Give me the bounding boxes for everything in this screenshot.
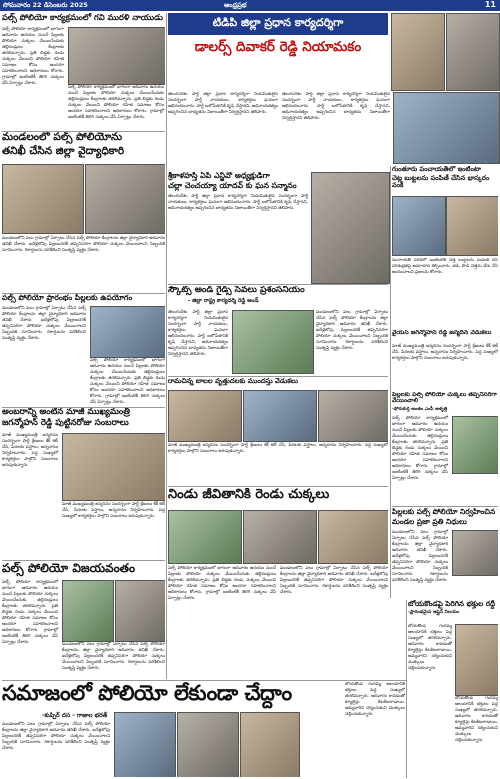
article-2-photo-1 [2,164,84,234]
middle-right-photo [311,172,390,284]
article-3 [2,294,165,406]
article-9 [168,378,388,484]
article-6-headline: సమాజంలో పోలియో లేకుండా చేద్దాం [2,682,292,705]
row-rule-8 [168,486,388,487]
page-number: 11 [484,0,496,9]
row-rule-2 [2,293,165,294]
masthead-bar [0,0,500,11]
row-rule-9 [392,506,498,507]
banner-body-2: తెలుగుదేశం పార్టీ జిల్లా ప్రధాన కార్యదర్శిగా నియమితులైన సందర్భంగా పార్టీ నాయకులు, కార్యకర్తలు ఘనంగా అభినందించారు. పార్టీ బలోపేతానికి కృషి చేస్తానని, అధినాయకత్వం అప్పగించిన బాధ్యతను నిజాయితీగా నిర్వర్తిస్తానని తెలిపారు. [282,92,390,121]
article-1-body: పల్స్ పోలియో కార్యక్రమంలో భాగంగా ఆదివారం ఉదయం నుంచే పిల్లలకు పోలియో చుక్కలు వేయించేందుకు తల్లిదండ్రులు కేంద్రాలకు తరలివచ్చారు. ప్రతి బిడ్డకు రెండు చుక్కలు వేయించి పోలియో రహిత సమాజం కోసం అందరూ సహకరించాలని అధికారులు కోరారు. గ్రామాల్లో ఇంటింటికీ తిరిగి చుక్కలు వేసే ఏర్పాట్లు చేశారు. [2,27,64,86]
article-9-body: మాజీ ముఖ్యమంత్రి జన్మదినం సందర్భంగా పార్టీ శ్రేణులు కేక్ కట్ చేసి, పేదలకు వస్త్రాలు, అన్నదానం నిర్వహించారు. పెద్ద సంఖ్యలో కార్యకర్తలు పాల్గొని సంబరాలు జరుపుకున్నారు. [168,443,388,454]
article-6-photo-3 [240,712,300,777]
article-6-byline: -కుప్పిర్ దస - గాజుల భరత్ [42,712,108,719]
article-2 [2,132,165,292]
column-rule-3 [406,600,407,778]
article-10-photo-3 [318,510,388,564]
row-rule-5 [2,680,406,681]
article-10-headline: నిండు జీవితానికి రెండు చుక్కలు [168,488,330,502]
article-12-body: మాజీ ముఖ్యమంత్రి జన్మదినం సందర్భంగా పార్టీ శ్రేణులు కేక్ కట్ చేసి, పేదలకు వస్త్రాలు, అన్నదానం నిర్వహించారు. పెద్ద సంఖ్యలో కార్యకర్తలు పాల్గొని సంబరాలు జరుపుకున్నారు. [392,344,498,361]
article-14-headline-1: పిల్లలకు పల్స్ పోలియో నిర్వహించిన [392,508,496,516]
article-1 [2,13,165,131]
article-4-body: మాజీ ముఖ్యమంత్రి జన్మదినం సందర్భంగా పార్టీ శ్రేణులు కేక్ కట్ చేసి, పేదలకు వస్త్రాలు, అన్నదానం నిర్వహించారు. పెద్ద సంఖ్యలో కార్యకర్తలు పాల్గొని సంబరాలు జరుపుకున్నారు. [2,433,58,468]
portrait-photo-2 [446,13,500,91]
bottom-middle-body: బోయకొండ గంగమ్మ ఆలయానికి భక్తులు పెద్ద సంఖ్యలో తరలివచ్చారు. ఆదివారం కావడంతో క్యూలైన్లు కిటకిటలాడాయి. అమ్మవారిని దర్శించుకుని మొక్కులు చెల్లించుకున్నారు. [345,682,405,717]
article-15 [408,600,498,778]
article-5 [2,562,165,680]
article-3-body-2: పల్స్ పోలియో కార్యక్రమంలో భాగంగా ఆదివారం ఉదయం నుంచే పిల్లలకు పోలియో చుక్కలు వేయించేందుకు తల్లిదండ్రులు కేంద్రాలకు తరలివచ్చారు. ప్రతి బిడ్డకు రెండు చుక్కలు వేయించి పోలియో రహిత సమాజం కోసం అందరూ సహకరించాలని అధికారులు కోరారు. గ్రామాల్లో ఇంటింటికీ తిరిగి చుక్కలు వేసే ఏర్పాట్లు చేశారు. [90,358,165,405]
article-14-photo [452,530,498,576]
article-8 [168,286,388,374]
date-line: సోమవారం 22 డిసెంబరు 2025 [3,1,88,9]
column-rule-1 [166,13,167,679]
article-15-body-2: బోయకొండ గంగమ్మ ఆలయానికి భక్తులు పెద్ద సంఖ్యలో తరలివచ్చారు. ఆదివారం కావడంతో క్యూలైన్లు కిటకిటలాడాయి. అమ్మవారిని దర్శించుకుని మొక్కులు చెల్లించుకున్నారు. [455,696,498,743]
article-8-subhead: - జిల్లా రాష్ట్ర కార్యదర్శి రెడ్డి అండ్ [188,298,259,305]
banner-body-1: తెలుగుదేశం పార్టీ జిల్లా ప్రధాన కార్యదర్శిగా నియమితులైన సందర్భంగా పార్టీ నాయకులు, కార్యకర్తలు ఘనంగా అభినందించారు. పార్టీ బలోపేతానికి కృషి చేస్తానని, అధినాయకత్వం అప్పగించిన బాధ్యతను నిజాయితీగా నిర్వర్తిస్తానని తెలిపారు. [168,92,278,115]
row-rule-1 [2,131,165,132]
article-11-photo-2 [446,196,498,256]
article-5-headline: పల్స్ పోలియో విజయవంతం [2,562,136,575]
article-9-photo-1 [168,390,242,442]
banner-headline: డాలర్స్ దివాకర్ రెడ్డి నియామకం [194,39,362,55]
article-15-subhead: -ఫ్రారంభమైన ఆఫ్లైన్ నిలయం [408,609,460,615]
article-4 [2,408,165,558]
article-8-headline: స్కౌట్స్ అండ్ గైడ్స్ సేవలు ప్రశంసనీయం [168,286,305,295]
article-1-headline: పల్స్ పోలియో కార్యక్రమంలో గవి మురళి నాయుడు [2,13,163,22]
article-12 [392,330,498,390]
article-10-body-2: మండలంలోని పలు గ్రామాల్లో ఏర్పాటు చేసిన పల్స్ పోలియో కేంద్రాలను జిల్లా వైద్యాధికారి ఆదివారం తనిఖీ చేశారు. ఐదేళ్లలోపు పిల్లలందరికీ తప్పనిసరిగా పోలియో చుక్కలు వేయించాలని సిబ్బందికి సూచించారు. రికార్డులను పరిశీలించి సంతృప్తి వ్యక్తం చేశారు. [280,566,388,595]
article-5-photo-1 [62,580,114,642]
row-rule-6 [168,284,388,285]
article-5-body-2: మండలంలోని పలు గ్రామాల్లో ఏర్పాటు చేసిన పల్స్ పోలియో కేంద్రాలను జిల్లా వైద్యాధికారి ఆదివారం తనిఖీ చేశారు. ఐదేళ్లలోపు పిల్లలందరికీ తప్పనిసరిగా పోలియో చుక్కలు వేయించాలని సిబ్బందికి సూచించారు. రికార్డులను పరిశీలించి సంతృప్తి వ్యక్తం చేశారు. [62,642,165,671]
article-4-headline-2: జగన్మోహన్ రెడ్డి పుట్టినరోజు సంబరాలు [2,418,129,429]
article-3-photo [90,306,165,358]
article-9-photo-3 [318,390,388,442]
article-3-headline: పల్స్ పోలియో ప్రారంభం పిల్లలకు ఉపయోగం [2,294,133,302]
article-13-photo [452,416,498,474]
article-12-headline: వైయస్ జగన్మోహన్ రెడ్డి జన్మదిన వేడుకలు [392,330,492,336]
article-15-photo [455,624,498,696]
article-13-headline: పిల్లలకు పల్స్ పోలియో చుక్కలు తప్పనిసరిగా వేయించాలి [392,392,497,405]
article-6 [2,682,342,777]
article-4-headline-1: అంబరాన్ని అంటిన మాజీ ముఖ్యమంత్రి [2,408,130,417]
article-13 [392,392,498,504]
article-7-headline-2: చల్లా చెంచయ్యా యాదవ్ కు ఘన సన్మానం [168,181,297,191]
article-6-body: మండలంలోని పలు గ్రామాల్లో ఏర్పాటు చేసిన పల్స్ పోలియో కేంద్రాలను జిల్లా వైద్యాధికారి ఆదివారం తనిఖీ చేశారు. ఐదేళ్లలోపు పిల్లలందరికీ తప్పనిసరిగా పోలియో చుక్కలు వేయించాలని సిబ్బందికి సూచించారు. రికార్డులను పరిశీలించి సంతృప్తి వ్యక్తం చేశారు. [2,722,110,751]
article-8-body-2: మండలంలోని పలు గ్రామాల్లో ఏర్పాటు చేసిన పల్స్ పోలియో కేంద్రాలను జిల్లా వైద్యాధికారి ఆదివారం తనిఖీ చేశారు. ఐదేళ్లలోపు పిల్లలందరికీ తప్పనిసరిగా పోలియో చుక్కలు వేయించాలని సిబ్బందికి సూచించారు. రికార్డులను పరిశీలించి సంతృప్తి వ్యక్తం చేశారు. [316,310,388,351]
article-10-photo-1 [168,510,242,564]
article-2-headline-1: మండలంలో పల్స్ పోలియోను [2,132,122,143]
article-15-body: బోయకొండ గంగమ్మ ఆలయానికి భక్తులు పెద్ద సంఖ్యలో తరలివచ్చారు. ఆదివారం కావడంతో క్యూలైన్లు కిటకిటలాడాయి. అమ్మవారిని దర్శించుకుని మొక్కులు చెల్లించుకున్నారు. [408,624,452,671]
article-8-body: తెలుగుదేశం పార్టీ జిల్లా ప్రధాన కార్యదర్శిగా నియమితులైన సందర్భంగా పార్టీ నాయకులు, కార్యకర్తలు ఘనంగా అభినందించారు. పార్టీ బలోపేతానికి కృషి చేస్తానని, అధినాయకత్వం అప్పగించిన బాధ్యతను నిజాయితీగా నిర్వర్తిస్తానని తెలిపారు. [168,310,228,357]
article-14-headline-2: మండల ప్రజా ప్రతి నిధులు [392,516,467,526]
article-10-body: పల్స్ పోలియో కార్యక్రమంలో భాగంగా ఆదివారం ఉదయం నుంచే పిల్లలకు పోలియో చుక్కలు వేయించేందుకు తల్లిదండ్రులు కేంద్రాలకు తరలివచ్చారు. ప్రతి బిడ్డకు రెండు చుక్కలు వేయించి పోలియో రహిత సమాజం కోసం అందరూ సహకరించాలని అధికారులు కోరారు. గ్రామాల్లో ఇంటింటికీ తిరిగి చుక్కలు వేసే ఏర్పాట్లు చేశారు. [168,566,276,601]
article-10-photo-2 [243,510,317,564]
article-10 [168,488,388,678]
article-6-photo-2 [177,712,239,777]
article-9-photo-2 [243,390,317,442]
banner-photo [393,92,500,164]
article-6-photo-1 [114,712,176,777]
article-2-body: మండలంలోని పలు గ్రామాల్లో ఏర్పాటు చేసిన పల్స్ పోలియో కేంద్రాలను జిల్లా వైద్యాధికారి ఆదివారం తనిఖీ చేశారు. ఐదేళ్లలోపు పిల్లలందరికీ తప్పనిసరిగా పోలియో చుక్కలు వేయించాలని సిబ్బందికి సూచించారు. రికార్డులను పరిశీలించి సంతృప్తి వ్యక్తం చేశారు. [2,236,165,253]
right-photo-strip [392,196,498,256]
article-15-headline: బోయకొండపై పెరిగిన భక్తుల రద్దీ [408,600,496,608]
article-4-photo [62,433,165,501]
row-rule-3 [2,407,165,408]
article-11-headline-2: చెట్ల బుట్టలను పంపిణీ చేసిన భాస్కరం వంకీ [392,173,490,189]
article-14 [392,508,498,598]
banner-kicker: టిడిపి జిల్లా ప్రధాన కార్యదర్శిగా [212,16,344,29]
portrait-photo-1 [391,13,445,91]
article-1-photo [68,27,165,85]
article-8-photo [232,310,314,374]
article-3-body: మండలంలోని పలు గ్రామాల్లో ఏర్పాటు చేసిన పల్స్ పోలియో కేంద్రాలను జిల్లా వైద్యాధికారి ఆదివారం తనిఖీ చేశారు. ఐదేళ్లలోపు పిల్లలందరికీ తప్పనిసరిగా పోలియో చుక్కలు వేయించాలని సిబ్బందికి సూచించారు. రికార్డులను పరిశీలించి సంతృప్తి వ్యక్తం చేశారు. [2,306,86,341]
article-11-photo-1 [392,196,446,256]
article-13-body: పల్స్ పోలియో కార్యక్రమంలో భాగంగా ఆదివారం ఉదయం నుంచే పిల్లలకు పోలియో చుక్కలు వేయించేందుకు తల్లిదండ్రులు కేంద్రాలకు తరలివచ్చారు. ప్రతి బిడ్డకు రెండు చుక్కలు వేయించి పోలియో రహిత సమాజం కోసం అందరూ సహకరించాలని అధికారులు కోరారు. గ్రామాల్లో ఇంటింటికీ తిరిగి చుక్కలు వేసే ఏర్పాట్లు చేశారు. [392,416,448,481]
article-11-body: పంచాయతీ పరిధిలో ఇంటింటికీ చెత్త బుట్టలను పంపిణీ చేసి పరిశుభ్రతపై అవగాహన కల్పించారు. తడి, పొడి చెత్తను వేరు చేసి అందించాలని ప్రజలను కోరారు. [392,258,498,275]
article-9-headline: రామచిన్న బాలల వృత్తుదలకు ముందస్తు వేడుకలు [168,378,298,385]
paper-name: ఆంధ్రప్రభ [224,1,247,9]
row-rule-4 [2,560,165,561]
article-2-headline-2: తనిఖీ చేసిన జిల్లా వైద్యాధికారి [2,145,125,158]
article-4-body-2: మాజీ ముఖ్యమంత్రి జన్మదినం సందర్భంగా పార్టీ శ్రేణులు కేక్ కట్ చేసి, పేదలకు వస్త్రాలు, అన్నదానం నిర్వహించారు. పెద్ద సంఖ్యలో కార్యకర్తలు పాల్గొని సంబరాలు జరుపుకున్నారు. [62,502,165,519]
article-7 [168,172,308,282]
column-rule-2 [390,166,391,598]
article-5-body: పల్స్ పోలియో కార్యక్రమంలో భాగంగా ఆదివారం ఉదయం నుంచే పిల్లలకు పోలియో చుక్కలు వేయించేందుకు తల్లిదండ్రులు కేంద్రాలకు తరలివచ్చారు. ప్రతి బిడ్డకు రెండు చుక్కలు వేయించి పోలియో రహిత సమాజం కోసం అందరూ సహకరించాలని అధికారులు కోరారు. గ్రామాల్లో ఇంటింటికీ తిరిగి చుక్కలు వేసే ఏర్పాట్లు చేశారు. [2,580,58,645]
article-7-headline-1: శ్రీకాళహస్తి ఏపీ ఎన్జీవో అధ్యక్షుడిగా [168,172,270,180]
article-5-photo-2 [115,580,165,642]
top-banner [168,13,388,89]
article-7-body: తెలుగుదేశం పార్టీ జిల్లా ప్రధాన కార్యదర్శిగా నియమితులైన సందర్భంగా పార్టీ నాయకులు, కార్యకర్తలు ఘనంగా అభినందించారు. పార్టీ బలోపేతానికి కృషి చేస్తానని, అధినాయకత్వం అప్పగించిన బాధ్యతను నిజాయితీగా నిర్వర్తిస్తానని తెలిపారు. [168,194,308,211]
article-2-photo-2 [85,164,165,234]
article-11-headline-1: గుంతూరు పంచాయతీలో ఇంటింటా [392,166,482,173]
article-1-body-2: పల్స్ పోలియో కార్యక్రమంలో భాగంగా ఆదివారం ఉదయం నుంచే పిల్లలకు పోలియో చుక్కలు వేయించేందుకు తల్లిదండ్రులు కేంద్రాలకు తరలివచ్చారు. ప్రతి బిడ్డకు రెండు చుక్కలు వేయించి పోలియో రహిత సమాజం కోసం అందరూ సహకరించాలని అధికారులు కోరారు. గ్రామాల్లో ఇంటింటికీ తిరిగి చుక్కలు వేసే ఏర్పాట్లు చేశారు. [68,85,164,120]
article-13-subhead: -ఫోరుకుర్తి అంతం ఎంపీ ఆళ్ళత్తి [392,406,448,412]
article-14-body: మండలంలోని పలు గ్రామాల్లో ఏర్పాటు చేసిన పల్స్ పోలియో కేంద్రాలను జిల్లా వైద్యాధికారి ఆదివారం తనిఖీ చేశారు. ఐదేళ్లలోపు పిల్లలందరికీ తప్పనిసరిగా పోలియో చుక్కలు వేయించాలని సిబ్బందికి సూచించారు. రికార్డులను పరిశీలించి సంతృప్తి వ్యక్తం చేశారు. [392,530,448,583]
row-rule-7 [168,376,388,377]
